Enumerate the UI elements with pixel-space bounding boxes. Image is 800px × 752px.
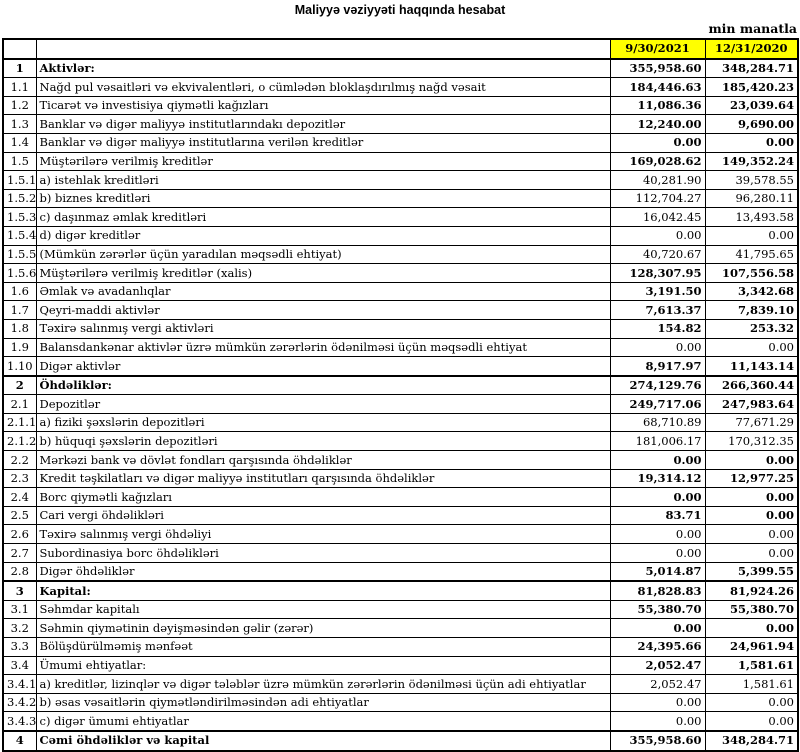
value-9-30-2021: 8,917.97	[610, 357, 705, 376]
row-label: a) istehlak kreditləri	[36, 171, 610, 190]
value-12-31-2020: 5,399.55	[705, 562, 798, 581]
value-9-30-2021: 154.82	[610, 319, 705, 338]
row-label: Qeyri-maddi aktivlər	[36, 301, 610, 320]
value-9-30-2021: 0.00	[610, 712, 705, 731]
table-row	[3, 544, 798, 563]
row-number: 2.1.1	[3, 413, 36, 432]
value-12-31-2020: 9,690.00	[705, 115, 798, 134]
row-number: 2.3	[3, 469, 36, 488]
row-label: Müştərilərə verilmiş kreditlər	[36, 152, 610, 171]
table-row	[3, 133, 798, 152]
row-label: Əmlak və avadanlıqlar	[36, 282, 610, 301]
row-label: Müştərilərə verilmiş kreditlər (xalis)	[36, 264, 610, 283]
value-12-31-2020: 0.00	[705, 451, 798, 470]
row-number: 3.4.1	[3, 675, 36, 694]
value-9-30-2021: 83.71	[610, 506, 705, 525]
table-row	[3, 451, 798, 470]
value-9-30-2021: 12,240.00	[610, 115, 705, 134]
table-row	[3, 78, 798, 97]
value-9-30-2021: 11,086.36	[610, 96, 705, 115]
value-12-31-2020: 0.00	[705, 619, 798, 638]
value-9-30-2021: 0.00	[610, 693, 705, 712]
table-row	[3, 319, 798, 338]
row-label: d) digər kreditlər	[36, 226, 610, 245]
financial-statement-table	[2, 38, 799, 752]
value-9-30-2021: 0.00	[610, 133, 705, 152]
row-number: 1.9	[3, 338, 36, 357]
row-label: Aktivlər:	[36, 59, 610, 78]
table-row	[3, 413, 798, 432]
table-row	[3, 638, 798, 657]
row-number: 1.5.4	[3, 226, 36, 245]
row-number: 3.2	[3, 619, 36, 638]
table-row	[3, 488, 798, 507]
table-row	[3, 525, 798, 544]
value-9-30-2021: 40,720.67	[610, 245, 705, 264]
value-9-30-2021: 5,014.87	[610, 562, 705, 581]
table-row	[3, 152, 798, 171]
table-row	[3, 245, 798, 264]
table-row	[3, 338, 798, 357]
value-9-30-2021: 81,828.83	[610, 581, 705, 600]
row-number: 4	[3, 731, 36, 751]
row-number: 2.1.2	[3, 432, 36, 451]
value-9-30-2021: 0.00	[610, 488, 705, 507]
value-9-30-2021: 184,446.63	[610, 78, 705, 97]
table-row	[3, 115, 798, 134]
value-12-31-2020: 39,578.55	[705, 171, 798, 190]
value-12-31-2020: 11,143.14	[705, 357, 798, 376]
value-12-31-2020: 0.00	[705, 525, 798, 544]
row-label: Depozitlər	[36, 395, 610, 414]
row-number: 2.4	[3, 488, 36, 507]
table-row	[3, 395, 798, 414]
row-number: 1.5	[3, 152, 36, 171]
value-9-30-2021: 19,314.12	[610, 469, 705, 488]
table-row	[3, 59, 798, 78]
row-number: 1.10	[3, 357, 36, 376]
table-row	[3, 357, 798, 376]
value-12-31-2020: 12,977.25	[705, 469, 798, 488]
value-12-31-2020: 23,039.64	[705, 96, 798, 115]
row-number: 2.5	[3, 506, 36, 525]
table-row	[3, 376, 798, 395]
row-number: 3.4.3	[3, 712, 36, 731]
row-number: 3.4	[3, 656, 36, 675]
row-number: 2.7	[3, 544, 36, 563]
row-label: a) kreditlər, lizinqlər və digər tələblər üzrə mümkün zərərlərin ödənilməsi üçün adi ehtiyatlar	[36, 675, 610, 694]
header-row	[3, 39, 798, 59]
table-row	[3, 432, 798, 451]
value-9-30-2021: 0.00	[610, 525, 705, 544]
table-row	[3, 731, 798, 751]
value-12-31-2020: 55,380.70	[705, 600, 798, 619]
value-9-30-2021: 355,958.60	[610, 59, 705, 78]
row-number: 3.1	[3, 600, 36, 619]
row-label: b) biznes kreditləri	[36, 189, 610, 208]
row-number: 3.3	[3, 638, 36, 657]
row-label: Digər aktivlər	[36, 357, 610, 376]
row-number: 2.6	[3, 525, 36, 544]
row-label: Banklar və digər maliyyə institutlarındakı depozitlər	[36, 115, 610, 134]
row-number: 3.4.2	[3, 693, 36, 712]
row-label: Kapital:	[36, 581, 610, 600]
value-9-30-2021: 0.00	[610, 338, 705, 357]
table-row	[3, 171, 798, 190]
row-number: 1.4	[3, 133, 36, 152]
table-row	[3, 301, 798, 320]
table-row	[3, 581, 798, 600]
value-9-30-2021: 0.00	[610, 544, 705, 563]
row-number: 1.5.3	[3, 208, 36, 227]
value-12-31-2020: 149,352.24	[705, 152, 798, 171]
row-number: 2	[3, 376, 36, 395]
table-row	[3, 600, 798, 619]
row-label: (Mümkün zərərlər üçün yaradılan məqsədli ehtiyat)	[36, 245, 610, 264]
row-label: Mərkəzi bank və dövlət fondları qarşısında öhdəliklər	[36, 451, 610, 470]
table-row	[3, 675, 798, 694]
row-label: Bölüşdürülməmiş mənfəət	[36, 638, 610, 657]
value-9-30-2021: 3,191.50	[610, 282, 705, 301]
header-blank-number-cell	[3, 39, 36, 59]
row-label: Borc qiymətli kağızları	[36, 488, 610, 507]
value-9-30-2021: 181,006.17	[610, 432, 705, 451]
unit-note: min manatla	[708, 21, 797, 36]
value-9-30-2021: 112,704.27	[610, 189, 705, 208]
value-12-31-2020: 247,983.64	[705, 395, 798, 414]
value-9-30-2021: 16,042.45	[610, 208, 705, 227]
row-label: Balansdankənar aktivlər üzrə mümkün zərərlərin ödənilməsi üçün məqsədli ehtiyat	[36, 338, 610, 357]
table-row	[3, 226, 798, 245]
value-9-30-2021: 0.00	[610, 619, 705, 638]
value-12-31-2020: 7,839.10	[705, 301, 798, 320]
row-label: Təxirə salınmış vergi aktivləri	[36, 319, 610, 338]
row-number: 1.2	[3, 96, 36, 115]
table-row	[3, 282, 798, 301]
row-number: 1.5.1	[3, 171, 36, 190]
value-12-31-2020: 0.00	[705, 226, 798, 245]
row-number: 1.5.5	[3, 245, 36, 264]
row-number: 1.6	[3, 282, 36, 301]
table-row	[3, 693, 798, 712]
page-title: Maliyyə vəziyyəti haqqında hesabat	[294, 3, 506, 17]
table-row	[3, 208, 798, 227]
table-row	[3, 656, 798, 675]
value-9-30-2021: 249,717.06	[610, 395, 705, 414]
row-label: Ticarət və investisiya qiymətli kağızları	[36, 96, 610, 115]
table-row	[3, 506, 798, 525]
value-9-30-2021: 2,052.47	[610, 675, 705, 694]
row-label: Digər öhdəliklər	[36, 562, 610, 581]
table-row	[3, 619, 798, 638]
row-number: 1.8	[3, 319, 36, 338]
row-number: 1.7	[3, 301, 36, 320]
row-label: Təxirə salınmış vergi öhdəliyi	[36, 525, 610, 544]
table-row	[3, 562, 798, 581]
value-12-31-2020: 0.00	[705, 544, 798, 563]
value-12-31-2020: 0.00	[705, 133, 798, 152]
row-label: c) digər ümumi ehtiyatlar	[36, 712, 610, 731]
row-label: Cəmi öhdəliklər və kapital	[36, 731, 610, 751]
value-12-31-2020: 0.00	[705, 712, 798, 731]
row-number: 2.8	[3, 562, 36, 581]
header-date-2020: 12/31/2020	[705, 39, 798, 59]
value-9-30-2021: 55,380.70	[610, 600, 705, 619]
row-number: 3	[3, 581, 36, 600]
value-12-31-2020: 0.00	[705, 693, 798, 712]
value-9-30-2021: 169,028.62	[610, 152, 705, 171]
value-12-31-2020: 0.00	[705, 338, 798, 357]
value-12-31-2020: 185,420.23	[705, 78, 798, 97]
table-row	[3, 189, 798, 208]
header-date-2021: 9/30/2021	[610, 39, 705, 59]
row-label: a) fiziki şəxslərin depozitləri	[36, 413, 610, 432]
value-9-30-2021: 128,307.95	[610, 264, 705, 283]
value-12-31-2020: 348,284.71	[705, 731, 798, 751]
value-12-31-2020: 81,924.26	[705, 581, 798, 600]
value-9-30-2021: 7,613.37	[610, 301, 705, 320]
table-row	[3, 712, 798, 731]
value-12-31-2020: 107,556.58	[705, 264, 798, 283]
value-12-31-2020: 0.00	[705, 488, 798, 507]
value-12-31-2020: 3,342.68	[705, 282, 798, 301]
row-number: 1.5.6	[3, 264, 36, 283]
row-label: b) hüquqi şəxslərin depozitləri	[36, 432, 610, 451]
value-12-31-2020: 348,284.71	[705, 59, 798, 78]
value-12-31-2020: 96,280.11	[705, 189, 798, 208]
value-9-30-2021: 355,958.60	[610, 731, 705, 751]
row-label: c) daşınmaz əmlak kreditləri	[36, 208, 610, 227]
value-9-30-2021: 68,710.89	[610, 413, 705, 432]
row-label: Öhdəliklər:	[36, 376, 610, 395]
value-12-31-2020: 77,671.29	[705, 413, 798, 432]
value-12-31-2020: 24,961.94	[705, 638, 798, 657]
value-12-31-2020: 1,581.61	[705, 675, 798, 694]
row-label: Səhmdar kapitalı	[36, 600, 610, 619]
row-label: Ümumi ehtiyatlar:	[36, 656, 610, 675]
value-9-30-2021: 40,281.90	[610, 171, 705, 190]
row-number: 2.2	[3, 451, 36, 470]
table-row	[3, 96, 798, 115]
row-number: 1	[3, 59, 36, 78]
row-number: 1.1	[3, 78, 36, 97]
value-9-30-2021: 0.00	[610, 451, 705, 470]
row-label: b) əsas vəsaitlərin qiymətləndirilməsindən adi ehtiyatlar	[36, 693, 610, 712]
value-12-31-2020: 41,795.65	[705, 245, 798, 264]
table-body	[3, 59, 798, 751]
value-9-30-2021: 0.00	[610, 226, 705, 245]
row-label: Cari vergi öhdəlikləri	[36, 506, 610, 525]
row-number: 2.1	[3, 395, 36, 414]
header-blank-label-cell	[36, 39, 610, 59]
row-number: 1.5.2	[3, 189, 36, 208]
value-12-31-2020: 0.00	[705, 506, 798, 525]
value-9-30-2021: 24,395.66	[610, 638, 705, 657]
value-12-31-2020: 13,493.58	[705, 208, 798, 227]
value-12-31-2020: 1,581.61	[705, 656, 798, 675]
row-label: Səhmin qiymətinin dəyişməsindən gəlir (zərər)	[36, 619, 610, 638]
row-label: Kredit təşkilatları və digər maliyyə institutları qarşısında öhdəliklər	[36, 469, 610, 488]
row-label: Subordinasiya borc öhdəlikləri	[36, 544, 610, 563]
row-number: 1.3	[3, 115, 36, 134]
table-row	[3, 469, 798, 488]
value-9-30-2021: 274,129.76	[610, 376, 705, 395]
table-row	[3, 264, 798, 283]
row-label: Banklar və digər maliyyə institutlarına verilən kreditlər	[36, 133, 610, 152]
value-12-31-2020: 266,360.44	[705, 376, 798, 395]
value-9-30-2021: 2,052.47	[610, 656, 705, 675]
value-12-31-2020: 170,312.35	[705, 432, 798, 451]
value-12-31-2020: 253.32	[705, 319, 798, 338]
row-label: Nağd pul vəsaitləri və ekvivalentləri, o cümlədən bloklaşdırılmış nağd vəsait	[36, 78, 610, 97]
